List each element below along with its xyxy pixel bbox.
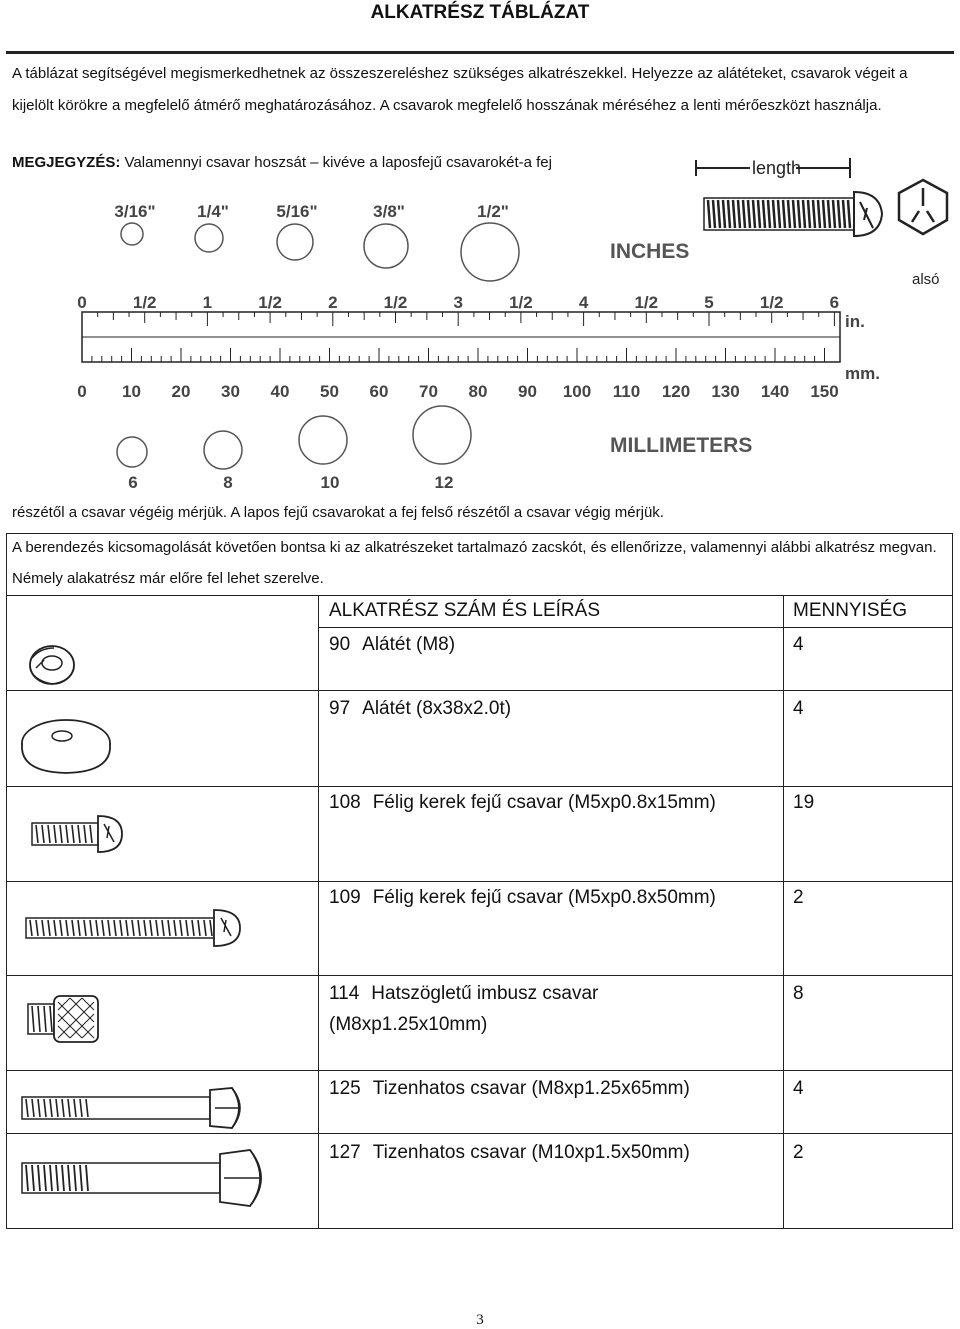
inch-tick-label: 1/2 — [509, 293, 533, 312]
part-description: Tizenhatos csavar (M10xp1.5x50mm) — [372, 1142, 690, 1163]
note-line — [12, 154, 552, 171]
table-row — [329, 1137, 690, 1168]
note-continuation: részétől a csavar végéig mérjük. A lapos fejű csavarokat a fej felső részétől a csavar végig mérjük. — [12, 504, 664, 521]
in-unit-label: in. — [845, 312, 865, 331]
inch-tick-label: 5 — [704, 293, 714, 312]
hex-bolt-m10-icon — [22, 1150, 261, 1206]
socket-head-cap-screw-icon — [28, 996, 98, 1042]
short-pan-head-screw-icon — [32, 816, 122, 852]
mm-tick-label: 100 — [562, 382, 592, 401]
hex-head-icon — [899, 180, 947, 234]
table-row — [329, 787, 716, 818]
ruler — [82, 312, 840, 362]
mm-circle — [117, 437, 147, 467]
part-description: Félig kerek fejű csavar (M5xp0.8x15mm) — [372, 792, 716, 813]
part-number: 90 — [329, 634, 351, 655]
mm-tick-label: 70 — [419, 382, 438, 401]
mm-unit-label: mm. — [845, 364, 880, 383]
pan-head-screw-icon — [704, 192, 882, 236]
mm-circle-label: 8 — [223, 473, 233, 492]
inch-circle-label: 1/4" — [197, 202, 229, 221]
part-quantity: 4 — [793, 634, 804, 655]
part-icons — [10, 630, 310, 1230]
mm-tick-label: 140 — [760, 382, 790, 401]
inch-tick-label: 1/2 — [759, 293, 784, 312]
hex-bolt-m8-icon — [22, 1088, 240, 1128]
part-quantity: 4 — [793, 698, 804, 719]
inch-circle — [461, 223, 519, 281]
page-title: ALKATRÉSZ TÁBLÁZAT — [370, 2, 590, 23]
title-divider — [6, 51, 954, 54]
part-description: Félig kerek fejű csavar (M5xp0.8x50mm) — [372, 887, 716, 908]
part-description: Alátét (8x38x2.0t) — [362, 698, 512, 719]
mm-circle-label: 12 — [434, 473, 454, 492]
screw-length-diagram — [690, 150, 960, 290]
bottom-label: alsó — [912, 271, 940, 288]
mm-tick-label: 130 — [711, 382, 740, 401]
table-row — [329, 1073, 690, 1104]
inch-circle-label: 1/2" — [477, 202, 509, 221]
mm-tick-label: 150 — [810, 382, 839, 401]
mm-tick-label: 80 — [468, 382, 488, 401]
mm-tick-label: 10 — [122, 382, 141, 401]
header-description: ALKATRÉSZ SZÁM ÉS LEÍRÁS — [329, 600, 601, 621]
inch-tick-label: 6 — [829, 293, 840, 312]
page-number: 3 — [476, 1312, 484, 1328]
part-description: Hatszögletű imbusz csavar — [371, 983, 599, 1004]
part-description-line2: (M8xp1.25x10mm) — [329, 1014, 488, 1035]
part-number: 109 — [329, 887, 361, 908]
mm-tick-label: 60 — [369, 382, 389, 401]
inch-circle — [277, 224, 313, 260]
inch-tick-label: 0 — [77, 293, 87, 312]
intro-paragraph: A táblázat segítségével megismerkedhetnek az összeszereléshez szükséges alkatrészekkel. Helyezze az alátéteket, csavarok végeit a kijelölt körökre a megfelelő átmérő meghatározásához. A csavarok megfelelő hosszának méréséhez a lenti mérőeszközt használja. — [12, 65, 908, 114]
table-row — [329, 693, 511, 724]
part-description: Tizenhatos csavar (M8xp1.25x65mm) — [372, 1078, 690, 1099]
part-quantity: 4 — [793, 1078, 804, 1099]
lock-washer-icon — [30, 646, 74, 684]
mm-tick-label: 20 — [171, 382, 191, 401]
table-row — [329, 629, 455, 660]
inch-tick-label: 1/2 — [258, 293, 282, 312]
inch-tick-label: 1/2 — [383, 293, 408, 312]
inch-circle — [364, 224, 408, 268]
inch-circle — [121, 223, 143, 245]
mm-circle — [204, 431, 242, 469]
mm-circle — [299, 416, 347, 464]
table-top-border — [6, 595, 953, 596]
inch-circle-label: 5/16" — [276, 202, 318, 221]
table-row — [329, 978, 598, 1040]
inch-tick-label: 2 — [328, 293, 338, 312]
table-row — [329, 882, 716, 913]
inch-circle-label: 3/8" — [373, 202, 405, 221]
inch-circle — [195, 224, 223, 252]
part-quantity: 8 — [793, 983, 804, 1004]
table-header-border — [318, 627, 953, 628]
inch-tick-label: 1/2 — [132, 293, 157, 312]
inch-tick-label: 1 — [202, 293, 213, 312]
mm-circle-label: 10 — [320, 473, 340, 492]
part-number: 97 — [329, 698, 351, 719]
part-number: 125 — [329, 1078, 361, 1099]
note-text: Valamennyi csavar hoszsát – kivéve a laposfejű csavarokét-a fej — [124, 154, 552, 171]
part-description: Alátét (M8) — [362, 634, 456, 655]
mm-tick-label: 40 — [270, 382, 290, 401]
mm-tick-label: 50 — [320, 382, 339, 401]
mm-circle-label: 6 — [128, 473, 138, 492]
length-label-top: length — [752, 158, 802, 178]
inches-label: INCHES — [610, 240, 690, 263]
millimeters-label: MILLIMETERS — [610, 434, 753, 457]
part-quantity: 2 — [793, 1142, 804, 1163]
flat-washer-icon — [22, 720, 110, 773]
mm-tick-label: 90 — [518, 382, 537, 401]
part-quantity: 2 — [793, 887, 804, 908]
note-label: MEGJEGYZÉS: — [12, 154, 121, 171]
mm-circle — [413, 406, 471, 464]
part-number: 114 — [329, 983, 360, 1004]
mm-tick-label: 110 — [612, 382, 641, 401]
long-pan-head-screw-icon — [26, 910, 240, 946]
inch-circle-label: 3/16" — [114, 202, 156, 221]
mm-tick-label: 30 — [221, 382, 240, 401]
mm-tick-label: 0 — [77, 382, 87, 401]
inch-tick-label: 3 — [453, 293, 463, 312]
unpack-instructions: A berendezés kicsomagolását követően bontsa ki az alkatrészeket tartalmazó zacskót, és ellenőrizze, valamennyi alábbi alkatrész megvan. Némely alakatrész már előre fel lehet szerelve. — [12, 539, 937, 587]
header-quantity: MENNYISÉG — [793, 600, 908, 621]
inch-tick-label: 4 — [578, 293, 589, 312]
part-number: 108 — [329, 792, 361, 813]
part-number: 127 — [329, 1142, 361, 1163]
mm-tick-label: 120 — [661, 382, 691, 401]
part-quantity: 19 — [793, 792, 815, 813]
inch-tick-label: 1/2 — [634, 293, 659, 312]
